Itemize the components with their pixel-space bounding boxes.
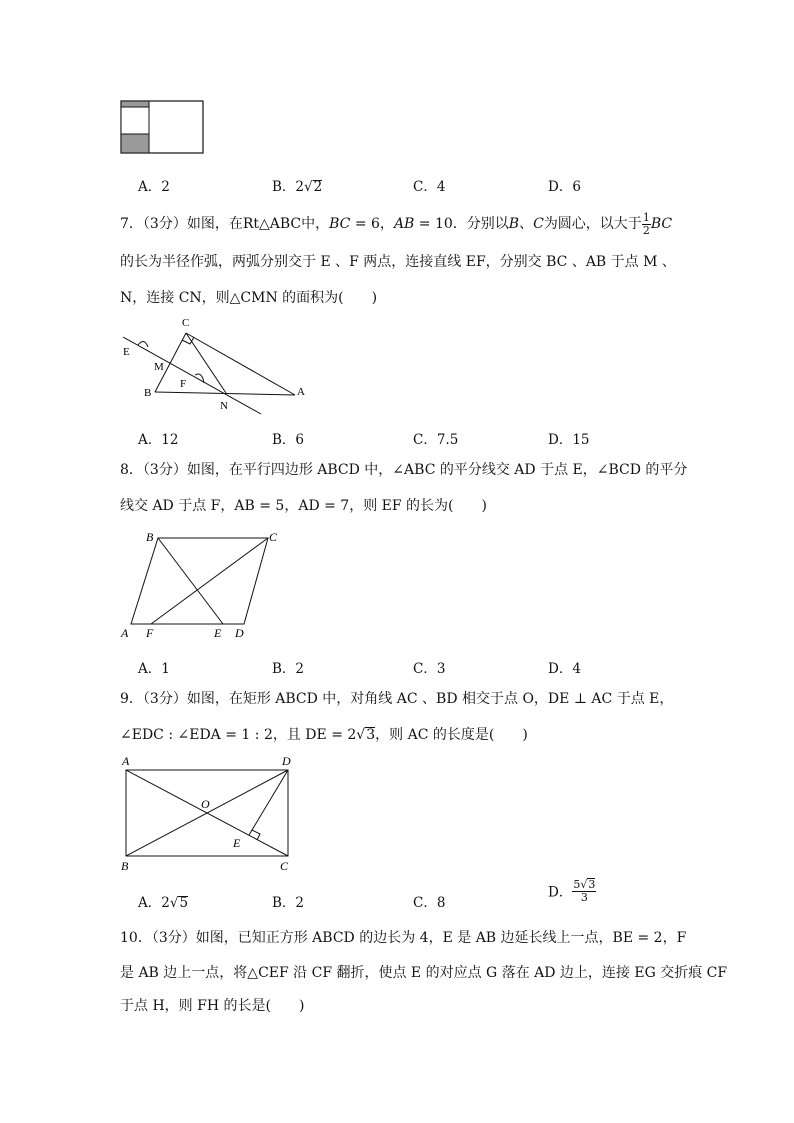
q7-label-a: A	[297, 386, 305, 398]
q8-label-e: E	[214, 626, 222, 640]
q6-shaded-bottom	[121, 134, 149, 153]
q7-figure	[118, 315, 318, 415]
q9-option-d-fraction: $\frac{5√3}{3}$	[573, 878, 596, 904]
q7-stem-line3: N，连接 CN，则△CMN 的面积为( )	[120, 290, 378, 306]
q8-bisector-cf	[151, 538, 268, 624]
q9-stem-line2: ∠EDC : ∠EDA = 1 : 2，且 DE = 2√3，则 AC 的长度是( )	[120, 727, 528, 743]
q9-option-d: D． $\frac{5√3}{3}$	[548, 878, 596, 904]
q10-stem-line2: 是 AB 边上一点，将△CEF 沿 CF 翻折，使点 E 的对应点 G 落在 AD 边上，连接 EG 交折痕 CF	[120, 965, 728, 981]
q8-parallelogram	[131, 538, 268, 624]
q7-side-ca	[186, 333, 295, 395]
q8-figure	[115, 525, 295, 643]
q8-option-d: D．4	[548, 661, 581, 677]
q6-option-c: C．4	[413, 179, 446, 195]
q7-stem-line1: 7．（3分）如图，在Rt△ABC中，BC = 6，AB = 10．分别以B、C为圆心，以大于 $\frac{1}{2}$ BC	[120, 211, 673, 237]
q8-option-a: A．1	[138, 661, 170, 677]
q7-label-c: C	[182, 317, 190, 329]
q9-label-o: O	[201, 797, 210, 811]
q8-label-b: B	[146, 530, 154, 544]
q6-white-square	[121, 107, 149, 134]
q7-option-d: D．15	[548, 432, 590, 448]
q7-line-ef	[123, 337, 261, 414]
q8-label-a: A	[121, 626, 129, 640]
q8-label-d: D	[235, 626, 244, 640]
q7-label-b: B	[144, 387, 152, 399]
q9-label-d: D	[282, 754, 291, 768]
q7-option-a: A．12	[138, 432, 179, 448]
q10-stem-line1: 10．（3分）如图，已知正方形 ABCD 的边长为 4，E 是 AB 边延长线上一点，BE = 2，F	[120, 930, 687, 946]
q8-option-b: B．2	[272, 661, 305, 677]
q7-option-c: C．7.5	[413, 432, 459, 448]
q9-label-a: A	[122, 754, 130, 768]
q7-label-n: N	[220, 400, 228, 412]
q6-option-d: D．6	[548, 179, 581, 195]
q7-option-b: B．6	[272, 432, 305, 448]
q7-stem-line2: 的长为半径作弧，两弧分别交于 E 、F 两点，连接直线 EF，分别交 BC 、AB 于点 M 、	[120, 254, 676, 270]
q7-half-fraction: $\frac{1}{2}$	[642, 211, 650, 237]
q9-label-e: E	[233, 836, 241, 850]
q6-option-b: B．2√2	[272, 179, 323, 195]
q8-label-c: C	[269, 530, 278, 544]
q7-label-m: M	[154, 361, 164, 373]
q9-label-b: B	[121, 859, 129, 873]
q7-label-e: E	[123, 346, 130, 358]
q6-shaded-top	[121, 101, 149, 107]
q8-stem-line2: 线交 AD 于点 F，AB = 5，AD = 7，则 EF 的长为( )	[120, 498, 487, 514]
q9-label-c: C	[280, 859, 289, 873]
q8-stem-line1: 8．（3分）如图，在平行四边形 ABCD 中，∠ABC 的平分线交 AD 于点 E，∠BCD 的平分	[120, 462, 688, 478]
q9-figure	[115, 752, 300, 877]
q9-stem-line1: 9．（3分）如图，在矩形 ABCD 中，对角线 AC 、BD 相交于点 O，DE ⊥ AC 于点 E，	[120, 691, 674, 707]
q10-stem-line3: 于点 H，则 FH 的长是( )	[120, 998, 305, 1014]
q9-segment-de	[249, 770, 288, 835]
q9-option-b: B．2	[272, 895, 305, 911]
q9-option-c: C．8	[413, 895, 446, 911]
q6-option-a: A．2	[138, 179, 170, 195]
q8-label-f: F	[146, 626, 154, 640]
q7-segment-cn	[186, 333, 226, 393]
q9-option-a: A．2√5	[138, 895, 189, 911]
q7-label-f: F	[180, 378, 187, 390]
q8-option-c: C．3	[413, 661, 446, 677]
q6-figure	[118, 98, 208, 158]
